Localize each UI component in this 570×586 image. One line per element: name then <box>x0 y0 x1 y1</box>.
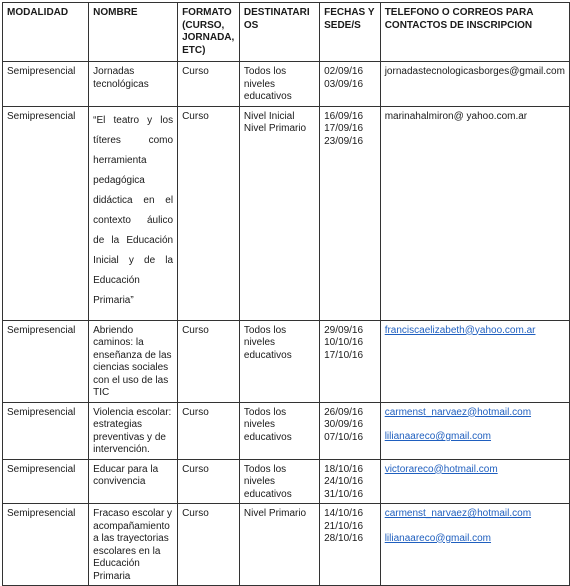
email-link[interactable]: carmenst_narvaez@hotmail.com <box>384 508 532 519</box>
cell-contacto <box>380 106 569 320</box>
cell-contacto <box>380 320 569 402</box>
table-row <box>3 106 570 320</box>
cell-nombre: Jornadas tecnológicas <box>89 62 178 107</box>
cell-nombre: Educar para la convivencia <box>89 459 178 504</box>
cell-formato: Curso <box>178 62 240 107</box>
cell-modalidad: Semipresencial <box>3 62 89 107</box>
cell-destinatarios <box>239 62 319 107</box>
destinatario-text: Todos los niveles educativos <box>243 463 292 500</box>
cell-contacto <box>380 62 569 107</box>
cell-destinatarios <box>239 504 319 586</box>
cell-formato: Curso <box>178 106 240 320</box>
fecha-text: 21/10/16 <box>324 520 364 532</box>
cell-modalidad: Semipresencial <box>3 402 89 459</box>
header-destinatarios: DESTINATARI OS <box>239 3 319 62</box>
cell-contacto <box>380 402 569 459</box>
table-row <box>3 504 570 586</box>
destinatario-text: Todos los niveles educativos <box>243 324 292 361</box>
email-link[interactable]: carmenst_narvaez@hotmail.com <box>384 406 532 418</box>
header-nombre: NOMBRE <box>89 3 178 62</box>
header-contacto: TELEFONO O CORREOS PARA CONTACTOS DE INSCRIPCION <box>380 3 569 62</box>
cell-formato: Curso <box>178 320 240 402</box>
fecha-text: 26/09/16 <box>324 406 364 418</box>
header-modalidad: MODALIDAD <box>3 3 89 62</box>
cell-fechas <box>320 320 381 402</box>
cell-modalidad: Semipresencial <box>3 320 89 402</box>
fecha-text: 29/09/16 <box>324 324 364 336</box>
fecha-text: 17/10/16 <box>324 349 364 361</box>
destinatario-text: Nivel Primario <box>243 508 307 519</box>
cell-nombre: Fracaso escolar y acompañamiento a las trayectorias escolares en la Educación Primaria <box>89 504 178 586</box>
destinatario-text: Todos los niveles educativos <box>243 66 292 102</box>
fecha-text: 30/09/16 <box>324 419 364 430</box>
cell-modalidad: Semipresencial <box>3 459 89 504</box>
table-row <box>3 402 570 459</box>
fecha-text: 28/10/16 <box>324 533 364 544</box>
table-row <box>3 62 570 107</box>
table-row <box>3 459 570 504</box>
email-text: jornadastecnologicasborges@gmail.com <box>384 66 565 77</box>
courses-table <box>2 2 570 586</box>
table-row <box>3 320 570 402</box>
cell-destinatarios <box>239 402 319 459</box>
header-formato: FORMATO (CURSO, JORNADA, ETC) <box>178 3 240 62</box>
cell-destinatarios <box>239 459 319 504</box>
cell-fechas <box>320 106 381 320</box>
email-link[interactable]: lilianaareco@gmail.com <box>384 431 492 442</box>
email-link[interactable]: lilianaareco@gmail.com <box>384 532 492 544</box>
fecha-text: 31/10/16 <box>324 488 364 500</box>
cell-nombre: “El teatro y los títeres como herramienta pedagógica didáctica en el contexto áulico de la Educación Inicial y de la Educación Primaria” <box>89 106 178 320</box>
cell-modalidad: Semipresencial <box>3 106 89 320</box>
email-link[interactable]: victorareco@hotmail.com <box>384 463 498 475</box>
destinatario-text: Todos los niveles educativos <box>243 406 292 443</box>
fecha-text: 07/10/16 <box>324 431 364 443</box>
email-text: marinahalmiron@ yahoo.com.ar <box>384 110 528 122</box>
fecha-text: 17/09/16 <box>324 123 364 134</box>
cell-fechas <box>320 504 381 586</box>
fecha-text: 02/09/16 <box>324 66 364 77</box>
cell-fechas <box>320 402 381 459</box>
fecha-text: 18/10/16 <box>324 463 364 475</box>
fecha-text: 10/10/16 <box>324 337 364 348</box>
cell-nombre: Abriendo caminos: la enseñanza de las ciencias sociales con el uso de las TIC <box>89 320 178 402</box>
destinatario-text: Nivel Primario <box>243 123 307 134</box>
cell-modalidad: Semipresencial <box>3 504 89 586</box>
cell-destinatarios <box>239 320 319 402</box>
fecha-text: 14/10/16 <box>324 508 364 519</box>
cell-formato: Curso <box>178 402 240 459</box>
cell-nombre: Violencia escolar: estrategias preventivas y de intervención. <box>89 402 178 459</box>
fecha-text: 24/10/16 <box>324 476 364 487</box>
cell-contacto <box>380 504 569 586</box>
fecha-text: 16/09/16 <box>324 110 364 122</box>
header-fechas: FECHAS Y SEDE/S <box>320 3 381 62</box>
fecha-text: 03/09/16 <box>324 78 364 90</box>
cell-destinatarios <box>239 106 319 320</box>
cell-fechas <box>320 459 381 504</box>
fecha-text: 23/09/16 <box>324 135 364 147</box>
header-row <box>3 3 570 62</box>
cell-fechas <box>320 62 381 107</box>
cell-formato: Curso <box>178 459 240 504</box>
cell-contacto <box>380 459 569 504</box>
destinatario-text: Nivel Inicial <box>243 110 295 122</box>
cell-formato: Curso <box>178 504 240 586</box>
email-link[interactable]: franciscaelizabeth@yahoo.com.ar <box>384 324 536 336</box>
